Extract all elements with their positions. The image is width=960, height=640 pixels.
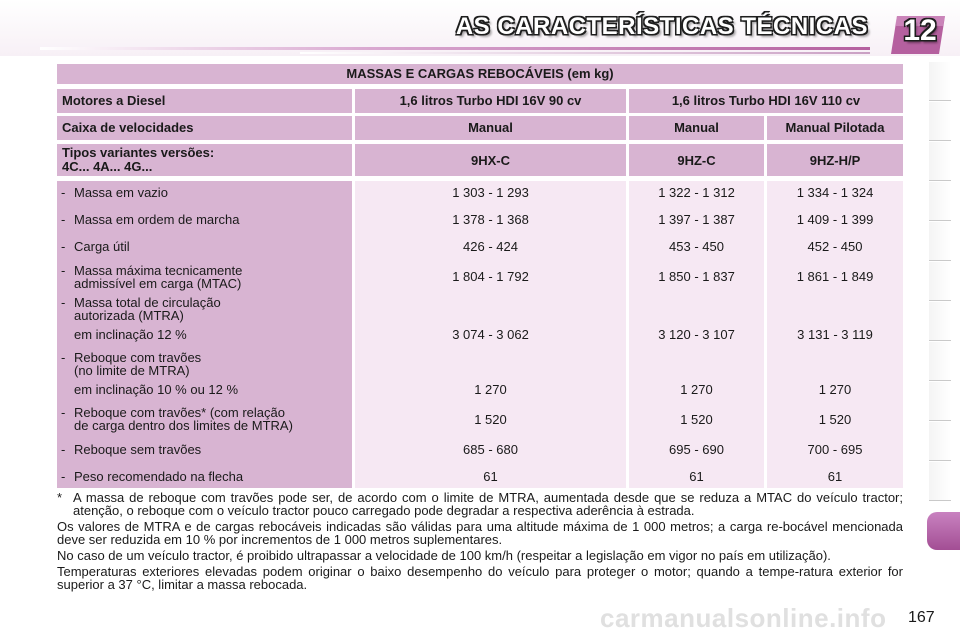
table-cell: 700 - 695 [807, 442, 863, 457]
chapter-tab-active[interactable] [927, 512, 960, 550]
engine-90cv: 1,6 litros Turbo HDI 16V 90 cv [355, 89, 626, 113]
table-cell: 1 397 - 1 387 [658, 212, 735, 227]
chapter-tab[interactable] [929, 302, 951, 341]
table-cell: 1 270 [818, 382, 852, 397]
header-rule-secondary [300, 52, 870, 54]
table-cell: 1 850 - 1 837 [658, 269, 735, 284]
table-cell: 61 [689, 469, 704, 484]
chapter-tab[interactable] [929, 382, 951, 421]
gearbox-col3: Manual Pilotada [767, 116, 903, 140]
table-cell: 3 120 - 3 107 [658, 327, 735, 342]
engine-110cv: 1,6 litros Turbo HDI 16V 110 cv [629, 89, 903, 113]
variant-col1: 9HX-C [355, 144, 626, 176]
chapter-tab[interactable] [929, 222, 951, 261]
table-row-label: em inclinação 12 % [74, 327, 187, 342]
note-paragraph: Os valores de MTRA e de cargas rebocáveis indicadas são válidas para uma altitude máxima de 1 000 metros; a carga re-bocável mencionada deve ser reduzida em 10 % por incrementos de 1 000 metros suplementares. [57, 519, 903, 547]
chapter-tab[interactable] [929, 422, 951, 461]
table-cell: 3 074 - 3 062 [452, 327, 529, 342]
chapter-tabs [927, 62, 960, 640]
table-row-label: - Carga útil [61, 239, 130, 254]
table-row-label: - Massa total de circulação autorizada (MTRA) [61, 295, 221, 323]
table-cell: 1 334 - 1 324 [796, 185, 874, 200]
variants-label [57, 144, 352, 176]
table-cell: 1 861 - 1 849 [796, 269, 874, 284]
table-cell: 695 - 690 [669, 442, 724, 457]
table-cell: 61 [827, 469, 843, 484]
table-cell: 426 - 424 [463, 239, 518, 254]
chapter-tab[interactable] [929, 342, 951, 381]
gearbox-label: Caixa de velocidades [57, 116, 352, 140]
table-cell: 1 804 - 1 792 [452, 269, 529, 284]
table-cell: 1 409 - 1 399 [796, 212, 874, 227]
chapter-tab[interactable] [929, 462, 951, 501]
table-row-label: - Massa máxima tecnicamente admissível em carga (MTAC) [61, 263, 243, 291]
table-cell: 1 270 [680, 382, 713, 397]
table-cell: 452 - 450 [807, 239, 863, 254]
table-cell: 1 303 - 1 293 [452, 185, 529, 200]
table-row-label: - Reboque sem travões [61, 442, 202, 457]
watermark: carmanualsonline.info [600, 603, 887, 633]
table-cell: 61 [483, 469, 498, 484]
table-row-label: em inclinação 10 % ou 12 % [74, 382, 239, 397]
table-cell: 1 520 [680, 412, 713, 427]
page-header [0, 0, 960, 56]
chapter-tab[interactable] [929, 142, 951, 181]
engine-label: Motores a Diesel [57, 89, 352, 113]
table-cell: 1 520 [474, 412, 507, 427]
variant-col2: 9HZ-C [629, 144, 764, 176]
note-paragraph: Temperaturas exteriores elevadas podem originar o baixo desempenho do veículo para proteger o motor; quando a tempe-ratura exterior for superior a 37 °C, limitar a massa rebocada. [57, 564, 903, 592]
page-number: 167 [908, 609, 935, 626]
table-cell: 1 378 - 1 368 [452, 212, 529, 227]
variants-label-line1: Tipos variantes versões: [62, 145, 215, 160]
table-row-label: - Peso recomendado na flecha [61, 469, 244, 484]
table-cell: 1 270 [474, 382, 507, 397]
table-cell: 1 520 [818, 412, 852, 427]
table-cell: 1 322 - 1 312 [658, 185, 735, 200]
table-cell: 3 131 - 3 119 [797, 327, 873, 342]
chapter-tab[interactable] [929, 262, 951, 301]
table-row-label: - Reboque com travões (no limite de MTRA) [61, 350, 202, 378]
footnote [57, 491, 903, 517]
footnote-star: * [57, 490, 63, 505]
footnote-text: A massa de reboque com travões pode ser, de acordo com o limite de MTRA, aumentada desde que se reduza a MTAC do veículo tractor; atenção, o reboque com o veículo tractor pouco carregado pode degradar a respectiva aderência à estrada. [73, 490, 903, 518]
notes-section [57, 491, 903, 594]
gearbox-col1: Manual [355, 116, 626, 140]
chapter-number: 12 [903, 14, 937, 47]
table-row-label: - Massa em ordem de marcha [61, 212, 240, 227]
note-paragraph: No caso de um veículo tractor, é proibido ultrapassar a velocidade de 100 km/h (respeitar a legislação em vigor no país em utilização). [57, 548, 831, 563]
chapter-tab[interactable] [929, 62, 951, 101]
table-cell: 685 - 680 [463, 442, 518, 457]
variant-col3: 9HZ-H/P [767, 144, 903, 176]
page-title: AS CARACTERÍSTICAS TÉCNICAS [455, 13, 868, 40]
chapter-tab[interactable] [929, 102, 951, 141]
gearbox-col2: Manual [629, 116, 764, 140]
variants-label-line2: 4C... 4A... 4G... [62, 159, 153, 174]
table-row-label: - Reboque com travões* (com relação de carga dentro dos limites de MTRA) [61, 405, 293, 433]
table-caption: MASSAS E CARGAS REBOCÁVEIS (em kg) [57, 64, 903, 84]
header-rule [40, 47, 870, 50]
table-row-label: - Massa em vazio [61, 185, 168, 200]
chapter-tab[interactable] [929, 182, 951, 221]
table-cell: 453 - 450 [669, 239, 724, 254]
